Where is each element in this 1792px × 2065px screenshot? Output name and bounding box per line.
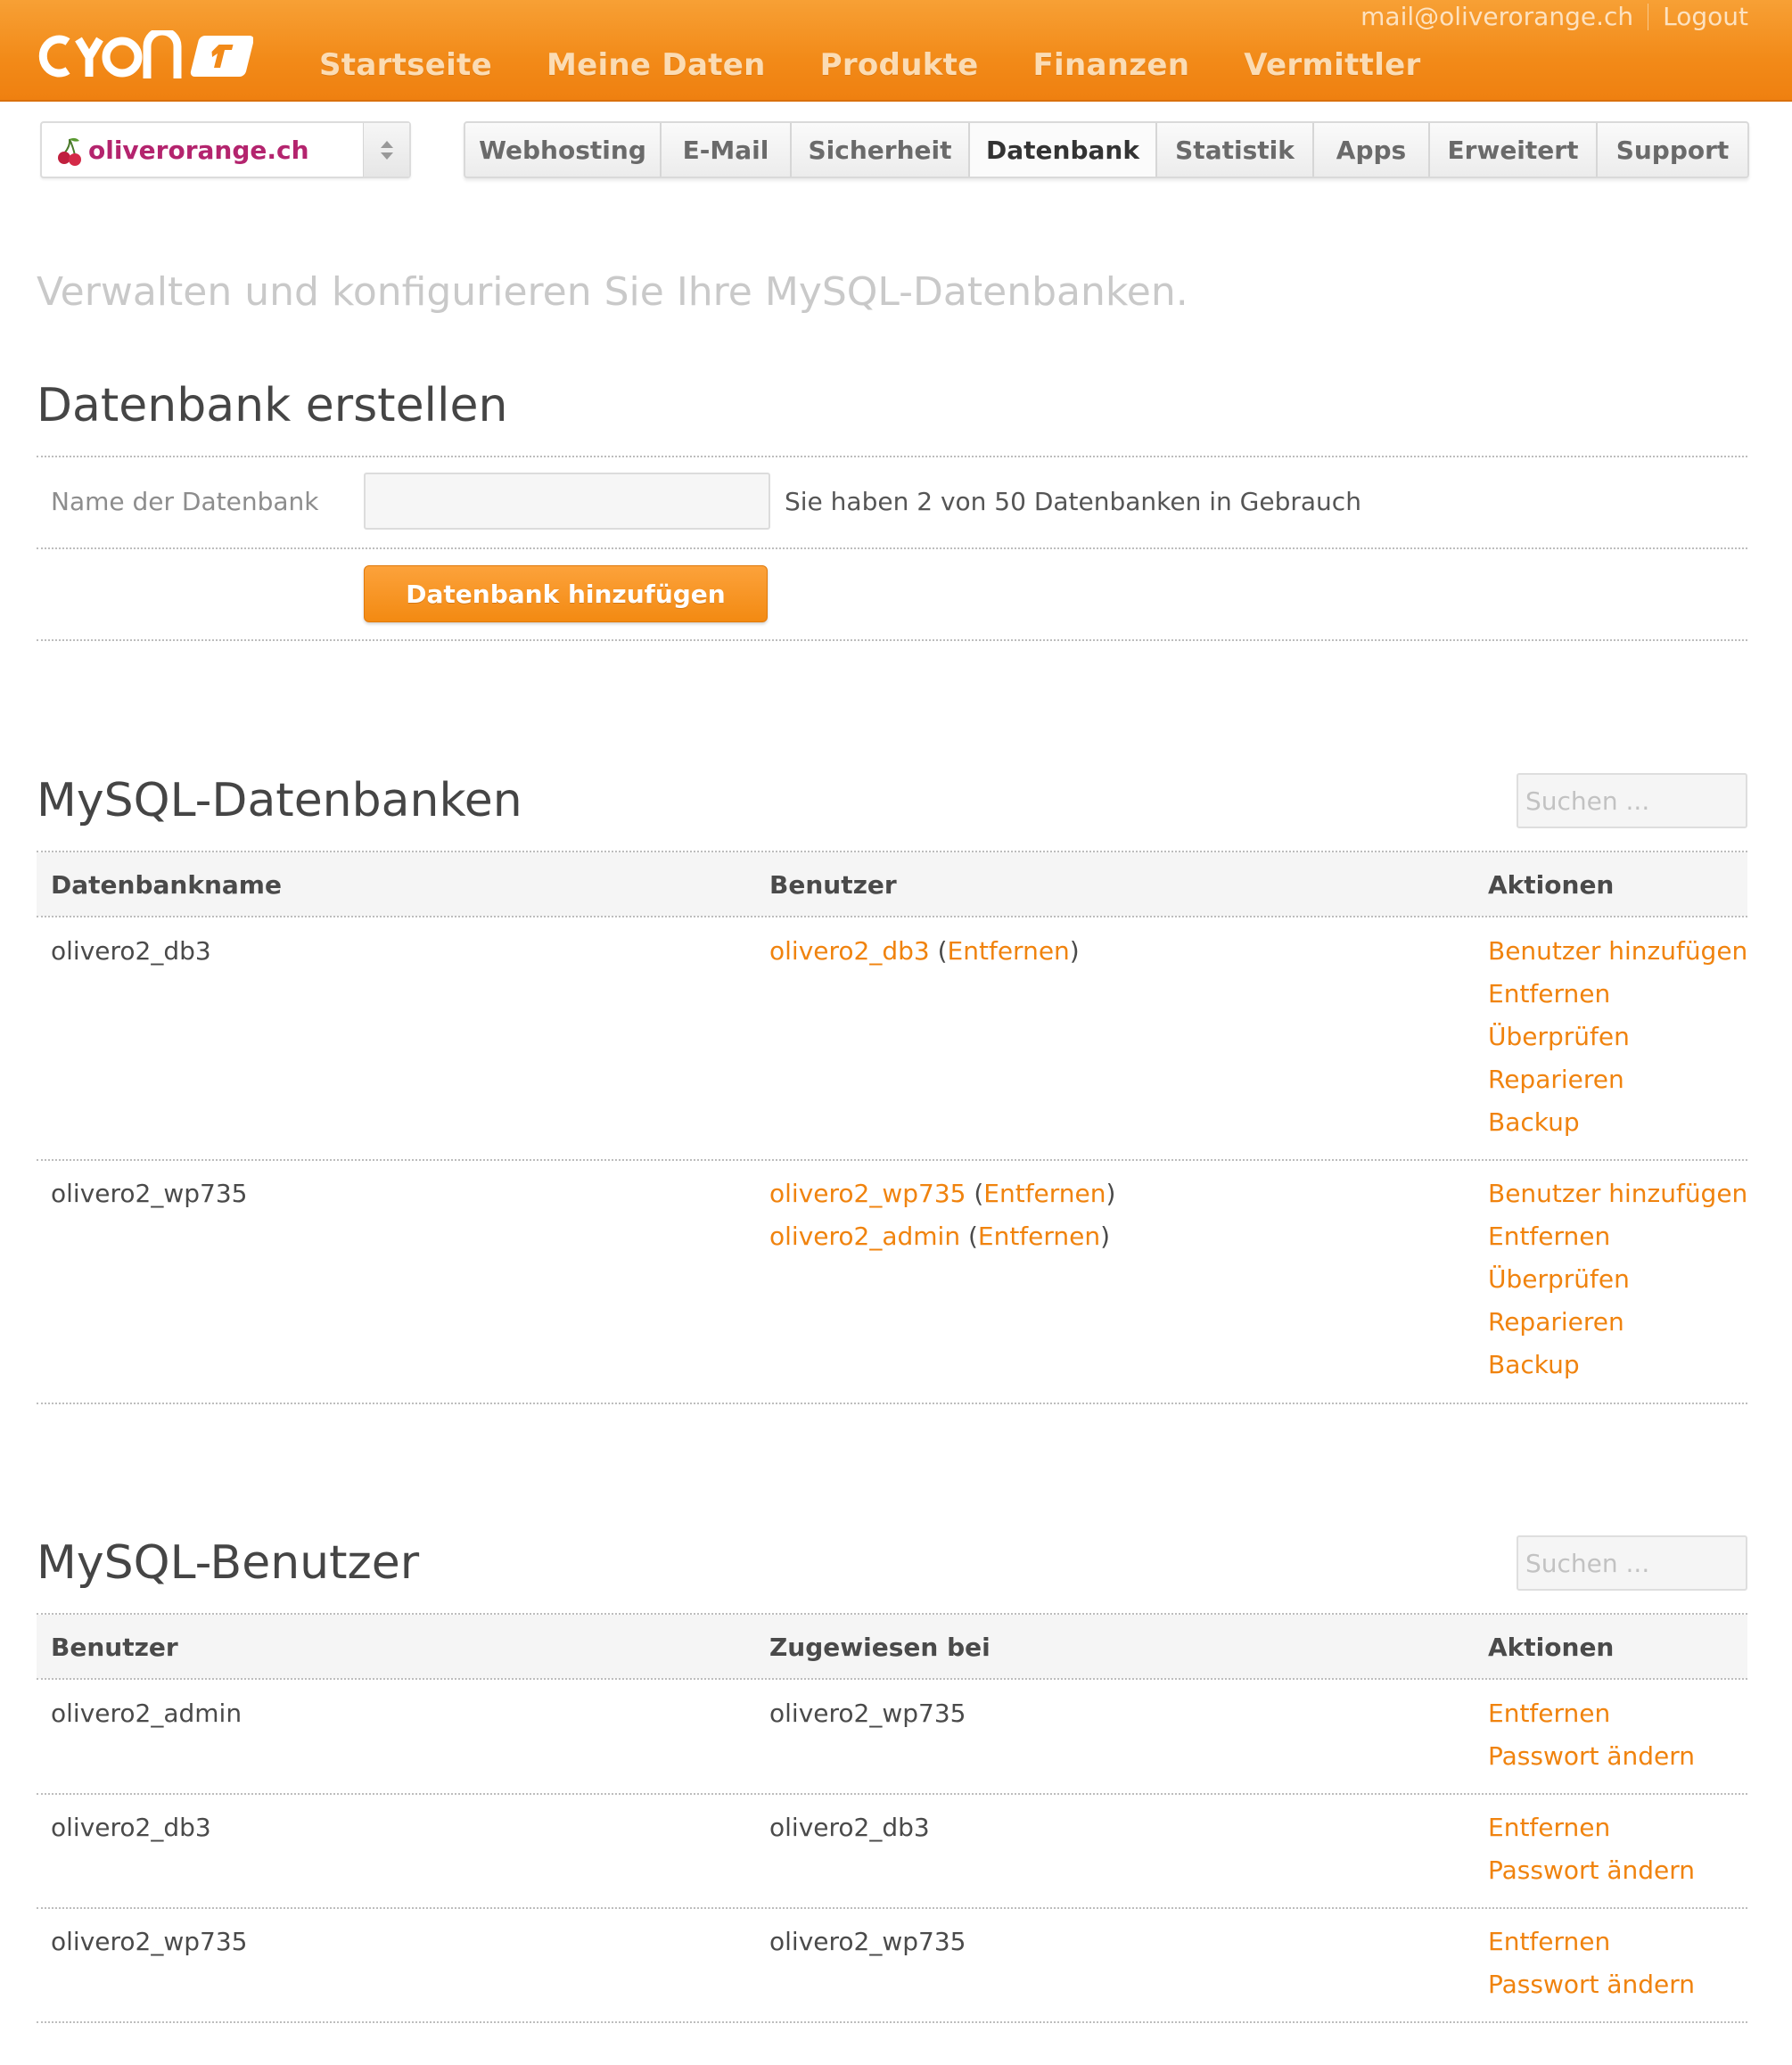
tab-statistik[interactable]: Statistik — [1157, 123, 1314, 177]
divider — [37, 1678, 1747, 1680]
domain-select[interactable] — [40, 121, 411, 178]
col-datenbankname: Datenbankname — [51, 870, 282, 900]
db-usage-text: Sie haben 2 von 50 Datenbanken in Gebrauch — [785, 487, 1361, 516]
backup-db-link[interactable]: Backup — [1488, 1107, 1580, 1137]
select-arrows-icon — [363, 123, 409, 177]
databases-title: MySQL-Datenbanken — [37, 774, 522, 827]
add-database-button[interactable]: Datenbank hinzufügen — [364, 565, 768, 622]
change-password-link[interactable]: Passwort ändern — [1488, 1855, 1696, 1885]
user-actions — [1488, 1927, 1695, 2012]
db-user-link[interactable]: olivero2_admin — [769, 1222, 961, 1251]
change-password-link[interactable]: Passwort ändern — [1488, 1741, 1696, 1771]
nav-meine-daten[interactable]: Meine Daten — [546, 47, 766, 83]
tab-support[interactable]: Support — [1615, 135, 1730, 165]
tab-datenbank[interactable]: Datenbank — [970, 123, 1157, 177]
tab-email[interactable]: E-Mail — [662, 123, 792, 177]
db-actions — [1488, 936, 1747, 1150]
divider — [37, 1403, 1747, 1404]
nav-produkte[interactable]: Produkte — [819, 47, 979, 83]
repair-db-link[interactable]: Reparieren — [1488, 1307, 1624, 1337]
db-name-input[interactable] — [364, 473, 770, 530]
db-name-cell: olivero2_wp735 — [51, 1179, 248, 1208]
backup-db-link[interactable]: Backup — [1488, 1350, 1580, 1379]
check-db-link[interactable]: Überprüfen — [1488, 1264, 1630, 1294]
user-links — [1360, 2, 1748, 31]
section-tabs — [464, 121, 1749, 178]
nav-startseite[interactable]: Startseite — [319, 47, 492, 83]
users-title: MySQL-Benutzer — [37, 1536, 420, 1590]
user-assigned-cell: olivero2_wp735 — [769, 1927, 966, 1956]
user-assigned-cell: olivero2_wp735 — [769, 1699, 966, 1728]
col-benutzer: Benutzer — [769, 870, 897, 900]
check-db-link[interactable]: Überprüfen — [1488, 1022, 1630, 1051]
divider — [37, 547, 1747, 549]
tab-webhosting[interactable]: Webhosting — [465, 123, 662, 177]
remove-user-link[interactable]: Entfernen — [1488, 1927, 1611, 1956]
db-user-link[interactable]: olivero2_wp735 — [769, 1179, 966, 1208]
db-name-label: Name der Datenbank — [51, 487, 319, 516]
change-password-link[interactable]: Passwort ändern — [1488, 1970, 1696, 1999]
user-name-cell: olivero2_db3 — [51, 1813, 211, 1842]
remove-user-link[interactable]: Entfernen — [977, 1222, 1101, 1251]
users-search-input[interactable] — [1517, 1535, 1747, 1591]
tab-sicherheit[interactable]: Sicherheit — [792, 123, 970, 177]
nav-finanzen[interactable]: Finanzen — [1032, 47, 1190, 83]
add-user-link[interactable]: Benutzer hinzufügen — [1488, 1179, 1748, 1208]
col-benutzer: Benutzer — [51, 1633, 178, 1662]
divider — [37, 1159, 1747, 1161]
user-assigned-cell: olivero2_db3 — [769, 1813, 930, 1842]
col-zugewiesen: Zugewiesen bei — [769, 1633, 991, 1662]
db-user-link[interactable]: olivero2_db3 — [769, 936, 930, 966]
user-name-cell: olivero2_admin — [51, 1699, 242, 1728]
cherry-icon — [56, 136, 83, 168]
divider — [37, 1793, 1747, 1795]
remove-user-link[interactable]: Entfernen — [1488, 1699, 1611, 1728]
page-intro: Verwalten und konfigurieren Sie Ihre MySQL-Datenbanken. — [37, 269, 1188, 315]
create-db-title: Datenbank erstellen — [37, 379, 508, 432]
remove-user-link[interactable]: Entfernen — [1488, 1813, 1611, 1842]
cyon-logo[interactable] — [34, 30, 253, 82]
remove-db-link[interactable]: Entfernen — [1488, 979, 1611, 1008]
col-aktionen: Aktionen — [1488, 1633, 1615, 1662]
col-aktionen: Aktionen — [1488, 870, 1615, 900]
tab-erweitert[interactable]: Erweitert — [1430, 123, 1598, 177]
logout-link[interactable]: Logout — [1663, 2, 1748, 31]
db-users-cell: olivero2_wp735 (Entfernen) olivero2_admin (Entfernen) — [769, 1179, 1116, 1251]
db-actions — [1488, 1179, 1747, 1393]
remove-user-link[interactable]: Entfernen — [983, 1179, 1106, 1208]
databases-search-input[interactable] — [1517, 773, 1747, 828]
databases-table-header — [37, 852, 1747, 917]
top-header — [0, 0, 1792, 102]
tab-apps[interactable]: Apps — [1314, 123, 1430, 177]
users-table-header — [37, 1615, 1747, 1679]
user-actions — [1488, 1813, 1695, 1898]
repair-db-link[interactable]: Reparieren — [1488, 1065, 1624, 1094]
divider — [37, 639, 1747, 641]
divider — [37, 2021, 1747, 2023]
domain-select-value: oliverorange.ch — [88, 136, 309, 165]
nav-vermittler[interactable]: Vermittler — [1244, 47, 1421, 83]
remove-db-link[interactable]: Entfernen — [1488, 1222, 1611, 1251]
main-nav — [319, 47, 1476, 83]
user-email-link[interactable]: mail@oliverorange.ch — [1360, 2, 1634, 31]
db-name-cell: olivero2_db3 — [51, 936, 211, 966]
divider — [37, 916, 1747, 917]
user-name-cell: olivero2_wp735 — [51, 1927, 248, 1956]
db-users-cell: olivero2_db3 (Entfernen) — [769, 936, 1080, 966]
add-user-link[interactable]: Benutzer hinzufügen — [1488, 936, 1748, 966]
remove-user-link[interactable]: Entfernen — [947, 936, 1070, 966]
divider — [37, 456, 1747, 457]
divider — [37, 1907, 1747, 1909]
user-actions — [1488, 1699, 1695, 1784]
